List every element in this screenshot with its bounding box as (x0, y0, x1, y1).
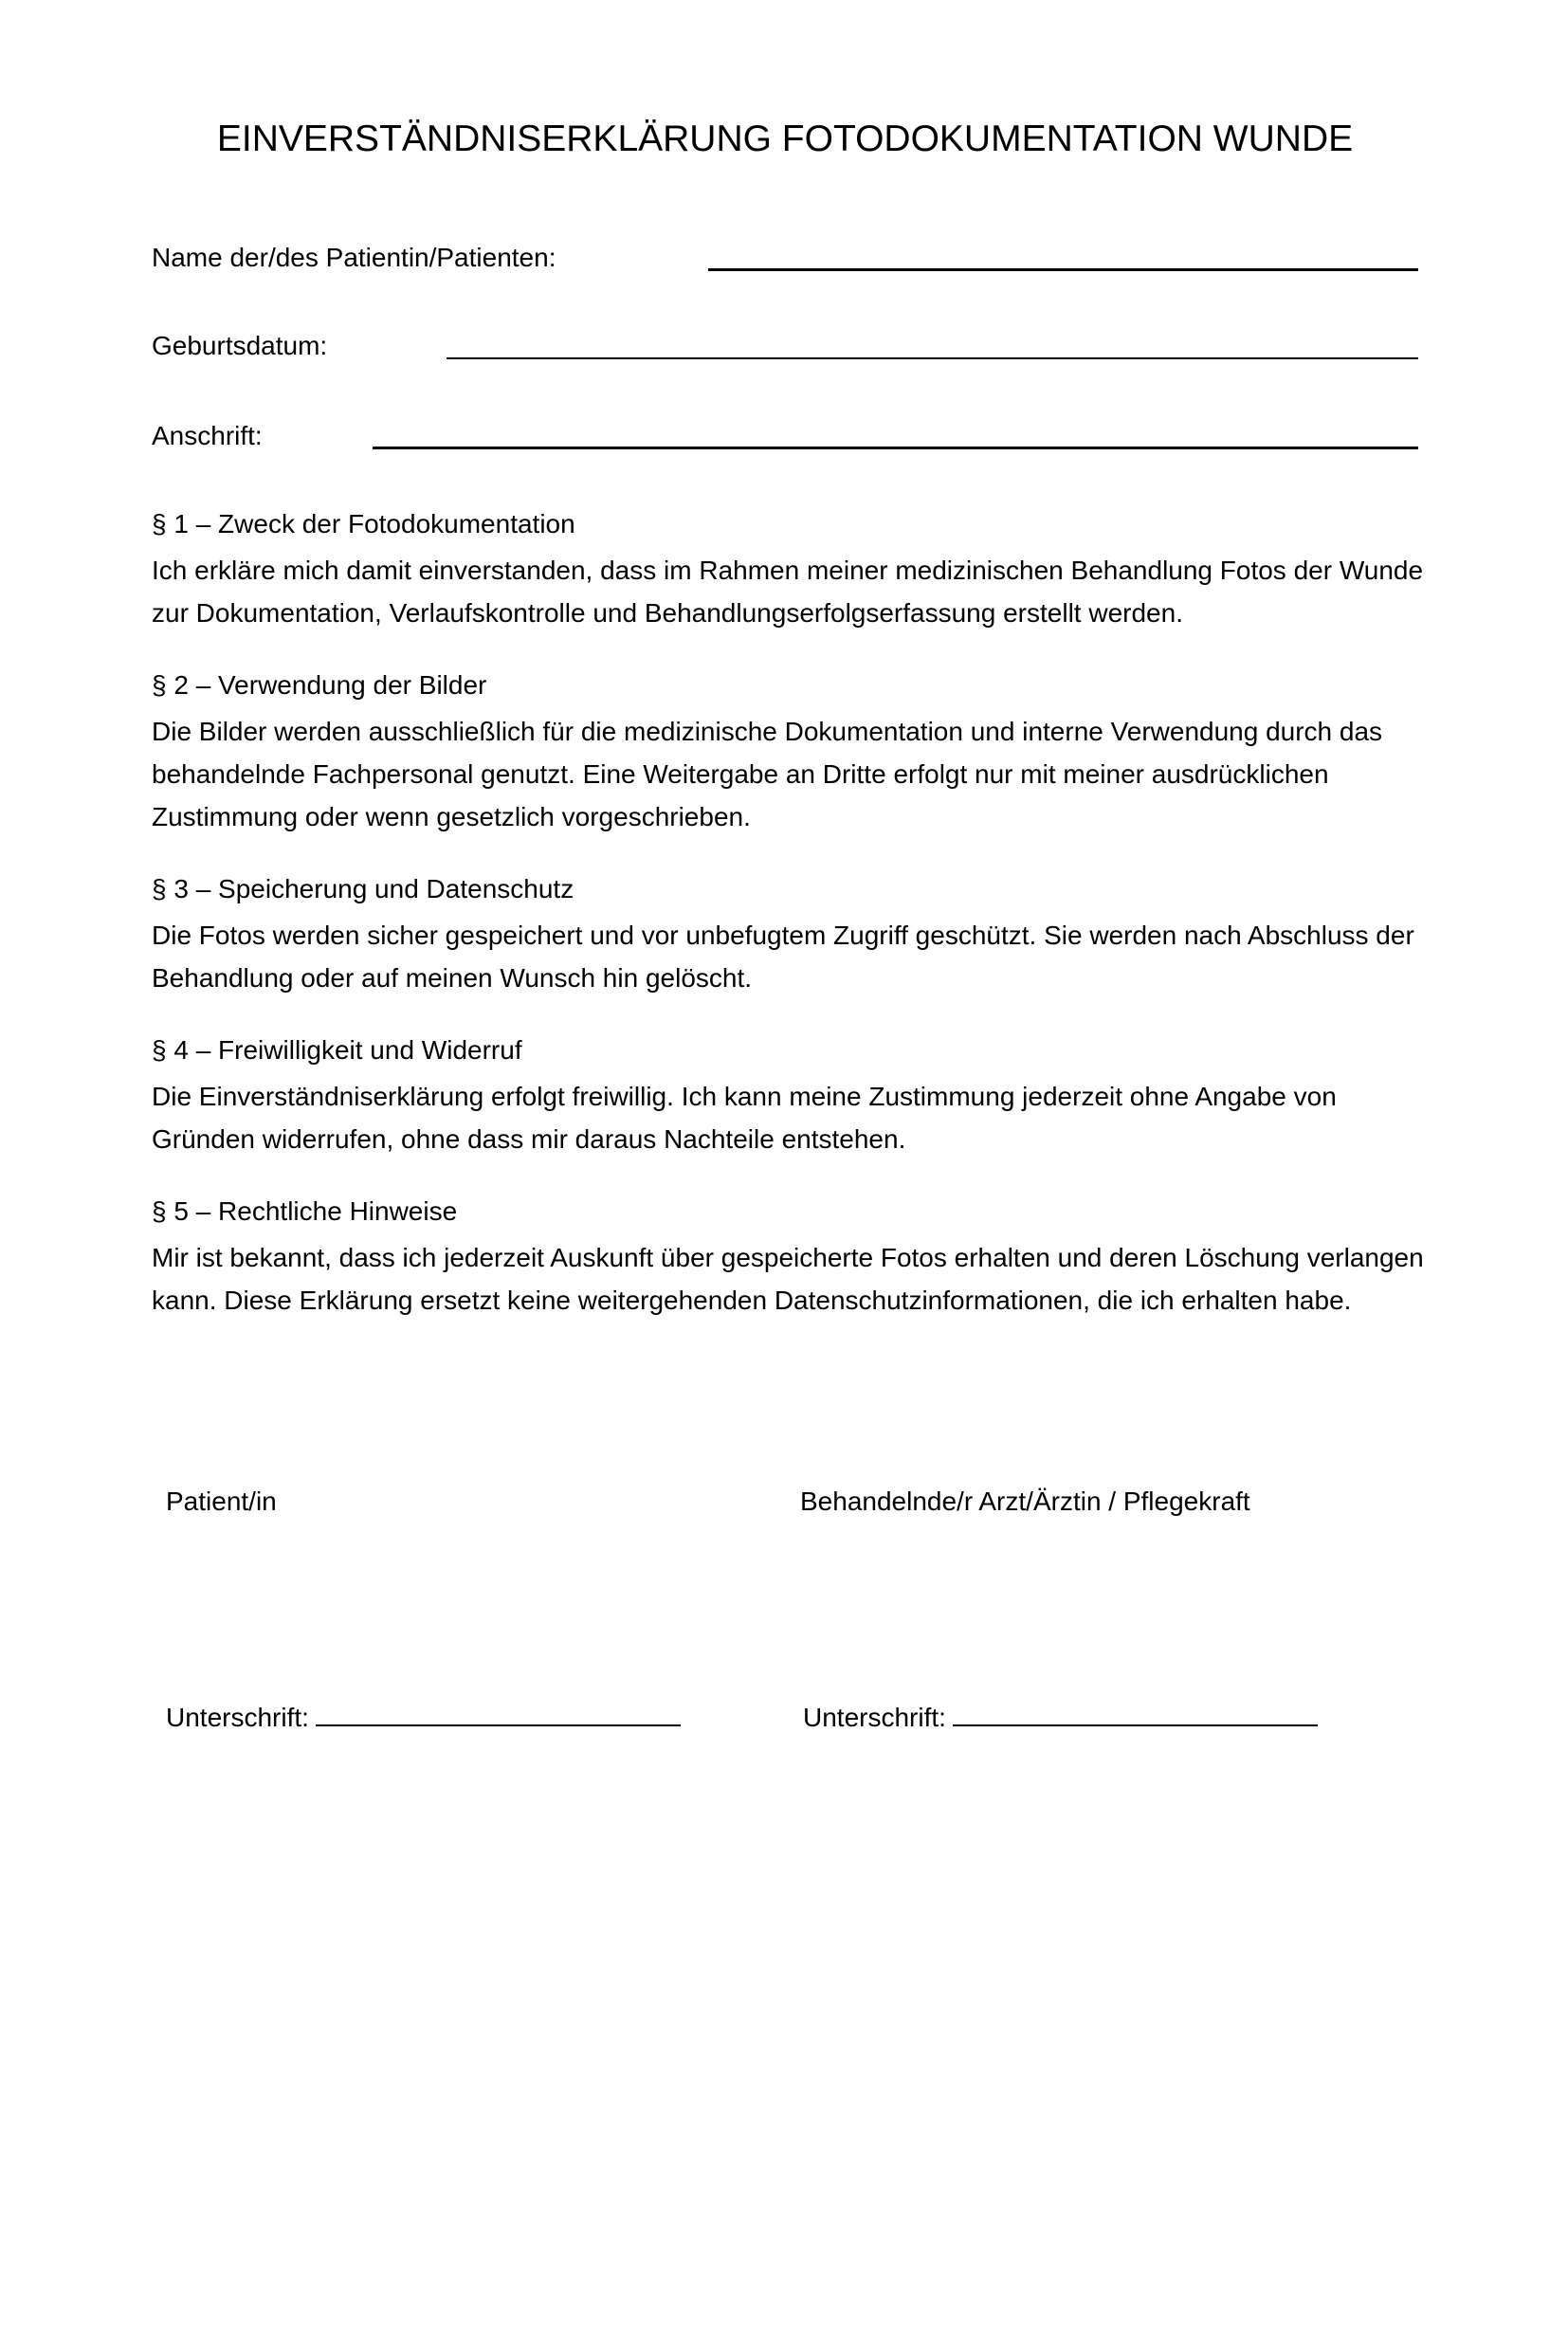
section-4-body-line: Gründen widerrufen, ohne dass mir daraus Nachteile entstehen. (152, 1124, 906, 1154)
section-1-body (152, 549, 1424, 634)
birthdate-label: Geburtsdatum: (152, 331, 328, 360)
field-row-address (152, 417, 1418, 455)
section-3-body-line: Die Fotos werden sicher gespeichert und vor unbefugtem Zugriff geschützt. Sie werden nach Abschluss der (152, 921, 1414, 950)
section-5-body (152, 1236, 1424, 1322)
section-2-body-line: behandelnde Fachpersonal genutzt. Eine Weitergabe an Dritte erfolgt nur mit meiner ausdrücklichen (152, 759, 1329, 789)
section-4-heading: § 4 – Freiwilligkeit und Widerruf (152, 1035, 522, 1065)
section-2-body-line: Zustimmung oder wenn gesetzlich vorgeschrieben. (152, 802, 751, 831)
page-title: EINVERSTÄNDNISERKLÄRUNG FOTODOKUMENTATION WUNDE (216, 119, 1354, 159)
section-5-body-line: Mir ist bekannt, dass ich jederzeit Auskunft über gespeicherte Fotos erhalten und deren Löschung verlangen (152, 1243, 1424, 1272)
signature-label-clinician: Unterschrift: (803, 1703, 946, 1732)
section-5-heading: § 5 – Rechtliche Hinweise (152, 1196, 458, 1226)
section-5-legal (152, 1195, 1424, 1322)
section-3-heading: § 3 – Speicherung und Datenschutz (152, 874, 574, 903)
section-3-storage (152, 872, 1418, 999)
section-1-heading: § 1 – Zweck der Fotodokumentation (152, 509, 575, 538)
signature-line-patient[interactable] (316, 1702, 681, 1726)
section-4-body (152, 1075, 1418, 1160)
section-1-body-line: zur Dokumentation, Verlaufskontrolle und Behandlungserfolgserfassung erstellt werden. (152, 598, 1183, 628)
sections-container (152, 507, 1424, 1322)
section-3-body (152, 914, 1418, 999)
signature-role-patient: Patient/in (166, 1487, 277, 1516)
section-1-body-line: Ich erkläre mich damit einverstanden, dass im Rahmen meiner medizinischen Behandlung Fotos der Wunde (152, 556, 1424, 585)
section-5-body-line: kann. Diese Erklärung ersetzt keine weitergehenden Datenschutzinformationen, die ich erhalten habe. (152, 1286, 1352, 1315)
signature-block-clinician (800, 1701, 1418, 1735)
signature-line-clinician[interactable] (953, 1702, 1318, 1726)
section-2-usage (152, 668, 1418, 838)
document-page (0, 118, 1568, 2335)
patient-name-label: Name der/des Patientin/Patienten: (152, 243, 556, 272)
section-3-body-line: Behandlung oder auf meinen Wunsch hin gelöscht. (152, 963, 753, 993)
birthdate-input-line[interactable] (447, 357, 1418, 359)
section-4-body-line: Die Einverständniserklärung erfolgt freiwillig. Ich kann meine Zustimmung jederzeit ohne Angabe von (152, 1082, 1337, 1111)
field-row-birthdate (152, 327, 1418, 365)
signature-roles-row (152, 1485, 1418, 1519)
address-input-line[interactable] (373, 447, 1418, 449)
section-1-purpose (152, 507, 1424, 634)
section-2-body-line: Die Bilder werden ausschließlich für die medizinische Dokumentation und interne Verwendung durch das (152, 717, 1383, 746)
section-2-body (152, 710, 1418, 838)
field-row-patient-name (152, 239, 1418, 277)
signature-lines-row (152, 1701, 1418, 1735)
signature-role-clinician: Behandelnde/r Arzt/Ärztin / Pflegekraft (800, 1487, 1250, 1516)
section-2-heading: § 2 – Verwendung der Bilder (152, 670, 487, 700)
signature-block-patient (152, 1701, 800, 1735)
signature-label-patient: Unterschrift: (166, 1703, 309, 1732)
patient-name-input-line[interactable] (708, 268, 1418, 271)
section-4-voluntariness (152, 1033, 1418, 1160)
address-label: Anschrift: (152, 421, 263, 450)
